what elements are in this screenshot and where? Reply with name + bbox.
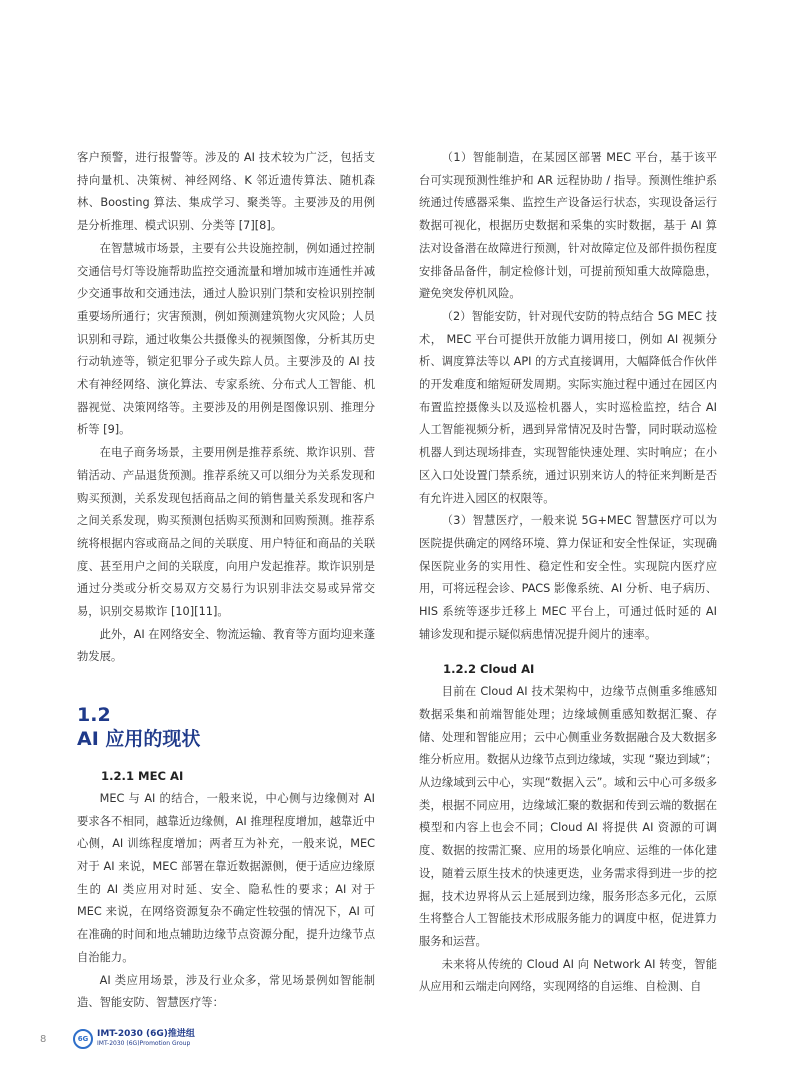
paragraph: 在智慧城市场景，主要有公共设施控制，例如通过控制交通信号灯等设施帮助监控交通流量和增加城市连通性并减少交通事故和交通违法，通过人脸识别门禁和安检识别控制重要场所通行；灾害预测，例如预测建筑物火灾风险；人员识别和寻踪，通过收集公共摄像头的视频图像，分析其历史行动轨迹等，锁定犯罪分子或失踪人员。主要涉及的 AI 技术有神经网络、演化算法、专家系统、分布式人工智能、机器视觉、决策网络等。主要涉及的用例是图像识别、推理分析等 [9]。	[77, 241, 375, 437]
org-name-en: IMT-2030 (6G)Promotion Group	[97, 1040, 191, 1047]
paragraph: 客户预警，进行报警等。涉及的 AI 技术较为广泛，包括支持向量机、决策树、神经网络、K 邻近遗传算法、随机森林、Boosting 算法、集成学习、聚类等。主要涉及的用例是分析推理、模式识别、分类等 [7][8]。	[77, 151, 375, 233]
left-column	[77, 147, 375, 1015]
paragraph: AI 类应用场景，涉及行业众多，常见场景例如智能制造、智能安防、智慧医疗等：	[77, 973, 375, 1010]
paragraph: （1）智能制造，在某园区部署 MEC 平台，基于该平台可实现预测性维护和 AR 远程协助 / 指导。预测性维护系统通过传感器采集、监控生产设备运行状态，实现设备运行数据可视化，根据历史数据和采集的实时数据，基于 AI 算法对设备潜在故障进行预测，针对故障定位及部件损伤程度安排备品备件，制定检修计划，可提前预知重大故障隐患，避免突发停机风险。	[419, 151, 717, 301]
org-logo	[73, 1029, 195, 1049]
paragraph: MEC 与 AI 的结合，一般来说，中心侧与边缘侧对 AI 要求各不相同，越靠近边缘侧，AI 推理程度增加，越靠近中心侧，AI 训练程度增加；两者互为补充，一般来说，MEC 对于 AI 来说，MEC 部署在靠近数据源侧，便于适应边缘原生的 AI 类应用对时延、安全、隐私性的要求；AI 对于 MEC 来说，在网络资源复杂不确定性较强的情况下，AI 可在准确的时间和地点辅助边缘节点资源分配，提升边缘节点自治能力。	[77, 791, 375, 964]
subsection-title: 1.2.2 Cloud AI	[443, 662, 535, 677]
section-heading	[77, 703, 375, 751]
page-number: 8	[40, 1033, 47, 1045]
page-footer	[40, 1027, 195, 1051]
org-name: IMT-2030 (6G)推进组	[97, 1029, 195, 1039]
logo-mark-icon: 6G	[73, 1029, 93, 1049]
paragraph: 此外，AI 在网络安全、物流运输、教育等方面均迎来蓬勃发展。	[77, 627, 375, 664]
paragraph: 目前在 Cloud AI 技术架构中，边缘节点侧重多维感知数据采集和前端智能处理；边缘域侧重感知数据汇聚、存储、处理和智能应用；云中心侧重业务数据融合及大数据多维分析应用。数据从边缘节点到边缘域，实现 “聚边到域”；从边缘域到云中心，实现“数据入云”。域和云中心可多级多类，根据不同应用，边缘域汇聚的数据和传到云端的数据在模型和内容上也会不同；Cloud AI 将提供 AI 资源的可调度、数据的按需汇聚、应用的场景化响应、运维的一体化建设，随着云原生技术的快速更迭，业务需求得到进一步的挖掘，技术边界将从云上延展到边缘，服务形态多元化，云原生将整合人工智能技术形成服务能力的调度中枢，促进算力服务和运营。	[419, 685, 717, 948]
logo-text	[97, 1029, 195, 1049]
paragraph: （2）智能安防，针对现代安防的特点结合 5G MEC 技术， MEC 平台可提供开放能力调用接口，例如 AI 视频分析、调度算法等以 API 的方式直接调用，大幅降低合作伙伴的开发难度和缩短研发周期。实际实施过程中通过在园区内布置监控摄像头以及巡检机器人，实时巡检监控，结合 AI 人工智能视频分析，遇到异常情况及时告警，同时联动巡检机器人到达现场排查，实现智能快速处理、实时响应；在小区入口处设置门禁系统，通过识别来访人的特征来判断是否有允许进入园区的权限等。	[419, 309, 717, 505]
section-number: 1.2	[77, 704, 111, 727]
subsection-title: 1.2.1 MEC AI	[101, 769, 184, 784]
section-title: AI 应用的现状	[77, 728, 201, 751]
paragraph: 未来将从传统的 Cloud AI 向 Network AI 转变，智能从应用和云端走向网络，实现网络的自运维、自检测、自	[419, 957, 717, 994]
paragraph: （3）智慧医疗，一般来说 5G+MEC 智慧医疗可以为医院提供确定的网络环境、算力保证和安全性保证，实现确保医院业务的实用性、稳定性和安全性。实现院内医疗应用，可将远程会诊、PACS 影像系统、AI 分析、电子病历、HIS 系统等逐步迁移上 MEC 平台上，可通过低时延的 AI 辅诊发现和提示疑似病患情况提升阅片的速率。	[419, 514, 717, 641]
paragraph: 在电子商务场景，主要用例是推荐系统、欺诈识别、营销活动、产品退货预测。推荐系统又可以细分为关系发现和购买预测，关系发现包括商品之间的销售量关系发现和客户之间关系发现，购买预测包括购买预测和回购预测。推荐系统将根据内容或商品之间的关联度、用户特征和商品的关联度、甚至用户之间的关联度，向用户发起推荐。欺诈识别是通过分类或分析交易双方交易行为识别非法交易或异常交易，识别交易欺诈 [10][11]。	[77, 446, 375, 619]
right-column	[419, 147, 717, 999]
